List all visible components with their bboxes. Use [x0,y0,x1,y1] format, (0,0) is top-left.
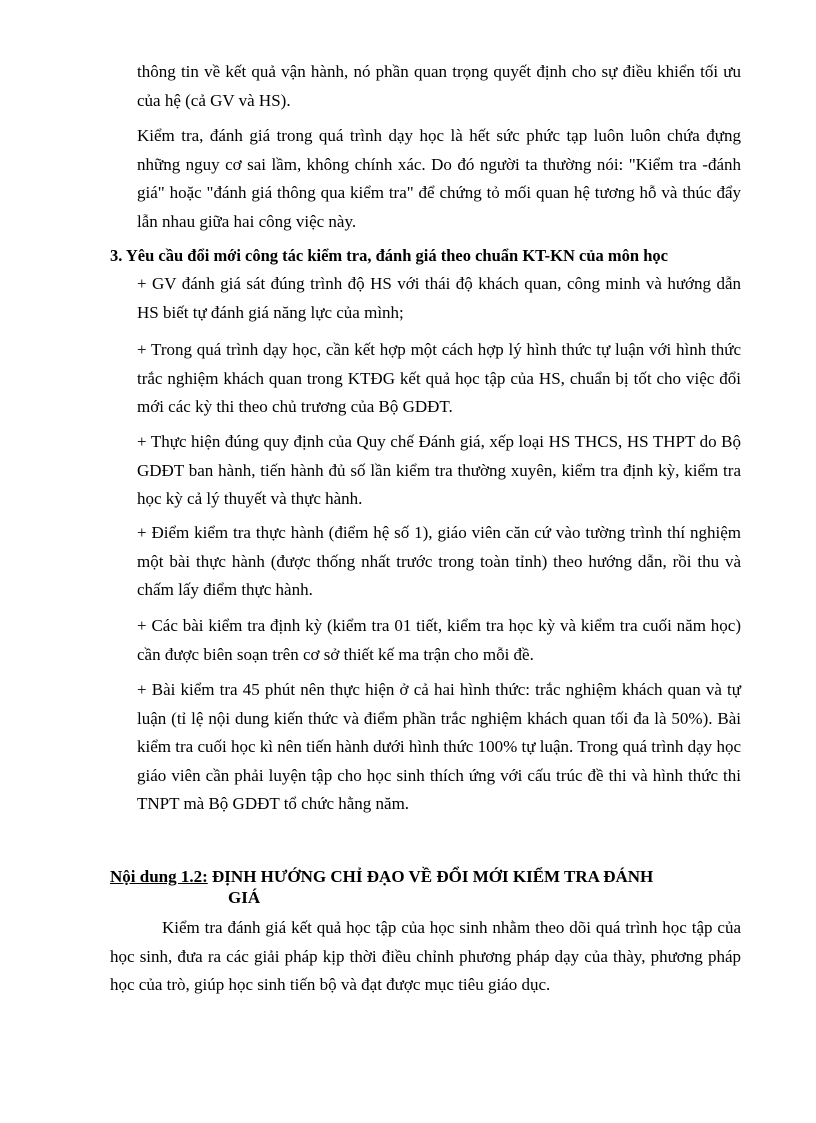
section-heading-1-2 [110,866,750,908]
bullet-item-4: + Điểm kiểm tra thực hành (điểm hệ số 1), giáo viên căn cứ vào tường trình thí nghiệm một bài thực hành (được thống nhất trước trong toàn tỉnh) theo hướng dẫn, rồi thu và chấm lấy điểm thực hành. [137,523,741,599]
paragraph-operation-info: thông tin về kết quả vận hành, nó phần quan trọng quyết định cho sự điều khiển tối ưu của hệ (cả GV và HS). [137,62,741,110]
heading-label: Nội dung 1.2: [110,867,208,886]
heading-title-line-2: GIÁ [228,888,261,907]
bullet-item-5: + Các bài kiểm tra định kỳ (kiểm tra 01 tiết, kiểm tra học kỳ và kiểm tra cuối năm học) cần được biên soạn trên cơ sở thiết kế ma trận cho mỗi đề. [137,616,741,664]
section-heading-3: 3. Yêu cầu đổi mới công tác kiểm tra, đánh giá theo chuẩn KT-KN của môn học [110,246,668,265]
paragraph-assessment-complexity: Kiểm tra, đánh giá trong quá trình dạy học là hết sức phức tạp luôn luôn chứa đựng những nguy cơ sai lầm, không chính xác. Do đó người ta thường nói: "Kiểm tra -đánh giá" hoặc "đánh giá thông qua kiểm tra" để chứng tỏ mối quan hệ tương hỗ và thúc đẩy lẫn nhau giữa hai công việc này. [137,126,741,231]
bullet-item-2: + Trong quá trình dạy học, cần kết hợp một cách hợp lý hình thức tự luận với hình thức trắc nghiệm khách quan trong KTĐG kết quả học tập của HS, chuẩn bị tốt cho việc đổi mới các kỳ thi theo chủ trương của Bộ GDĐT. [137,340,741,416]
paragraph-assessment-purpose: Kiểm tra đánh giá kết quả học tập của học sinh nhằm theo dõi quá trình học tập của học sinh, đưa ra các giải pháp kịp thời điều chỉnh phương pháp dạy của thày, phương pháp học của trò, giúp học sinh tiến bộ và đạt được mục tiêu giáo dục. [110,918,741,994]
bullet-item-3: + Thực hiện đúng quy định của Quy chế Đánh giá, xếp loại HS THCS, HS THPT do Bộ GDĐT ban hành, tiến hành đủ số lần kiểm tra thường xuyên, kiểm tra định kỳ, kiểm tra học kỳ cả lý thuyết và thực hành. [137,432,741,508]
bullet-item-6: + Bài kiểm tra 45 phút nên thực hiện ở cả hai hình thức: trắc nghiệm khách quan và tự luận (tỉ lệ nội dung kiến thức và điểm phần trắc nghiệm khách quan tối đa là 50%). Bài kiểm tra cuối học kì nên tiến hành dưới hình thức 100% tự luận. Trong quá trình dạy học giáo viên cần phải luyện tập cho học sinh thích ứng với cấu trúc đề thi và hình thức thi TNPT mà Bộ GDĐT tổ chức hằng năm. [137,680,741,813]
heading-title-line-1: ĐỊNH HƯỚNG CHỈ ĐẠO VỀ ĐỔI MỚI KIỂM TRA ĐÁNH [212,867,654,886]
bullet-item-1: + GV đánh giá sát đúng trình độ HS với thái độ khách quan, công minh và hướng dẫn HS biết tự đánh giá năng lực của mình; [137,274,741,322]
